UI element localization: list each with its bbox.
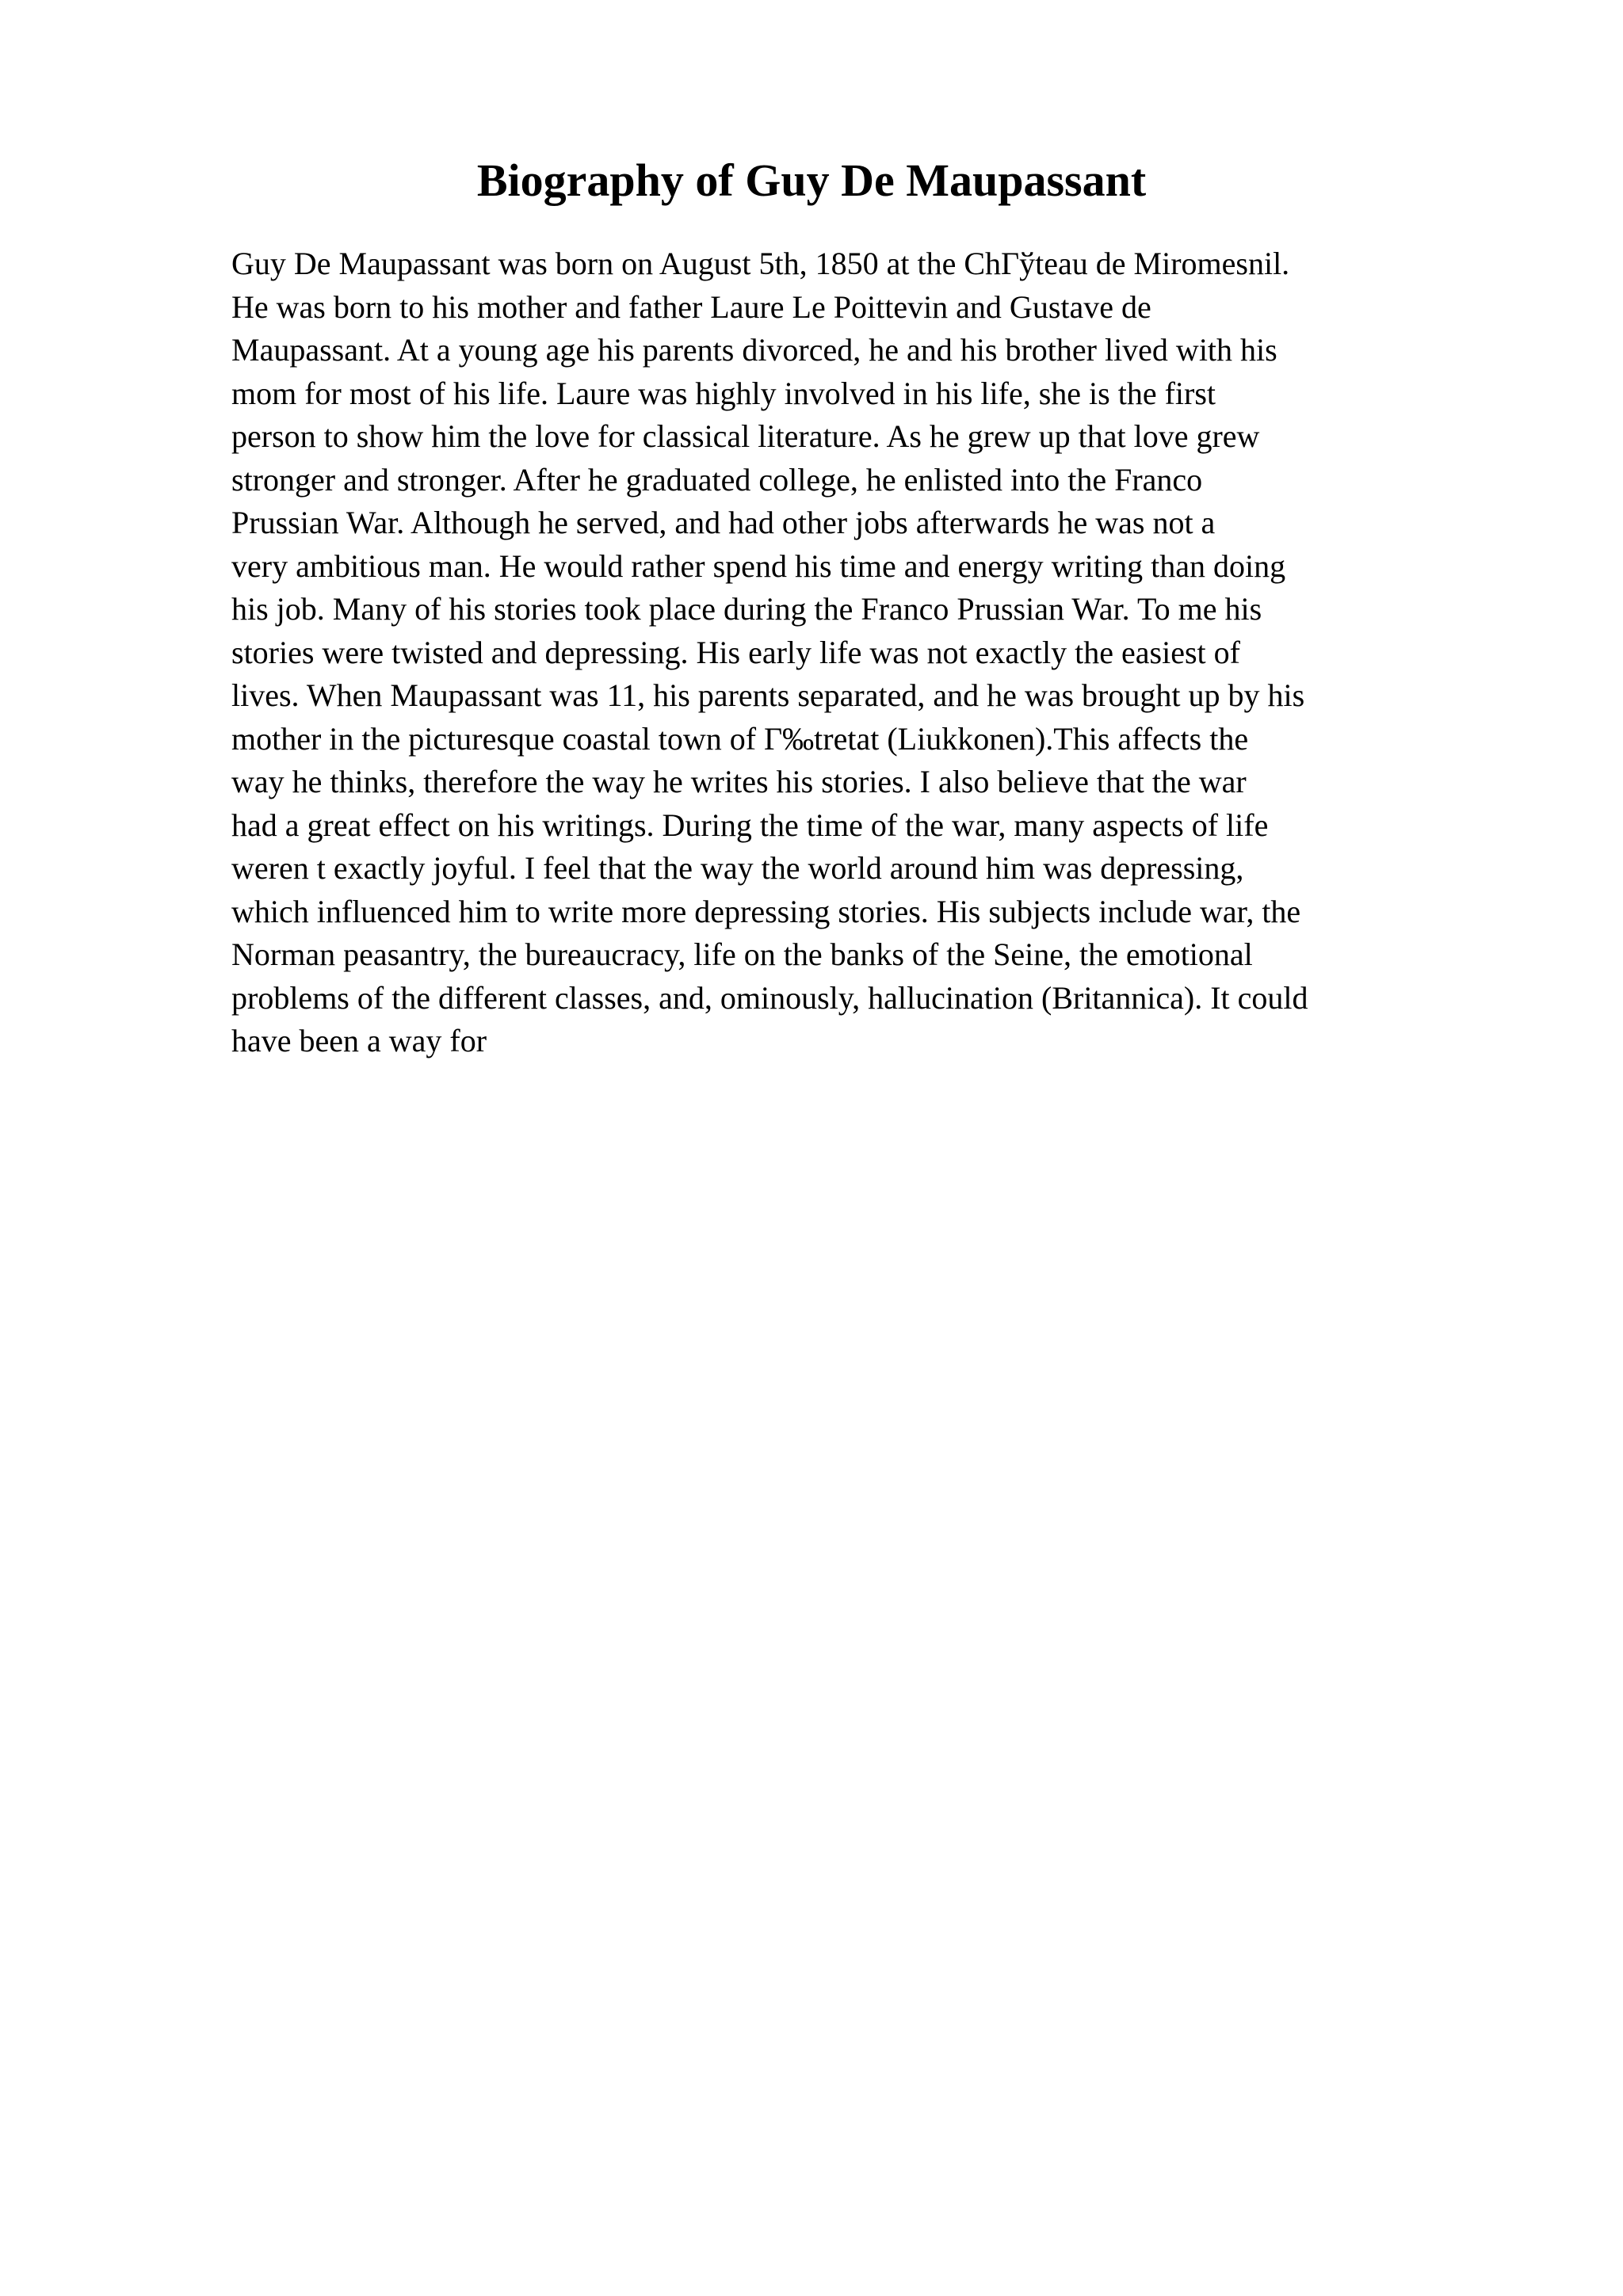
body-line: very ambitious man. He would rather spend his time and energy writing than doing: [231, 547, 1286, 584]
body-line: weren t exactly joyful. I feel that the way the world around him was depressing,: [231, 850, 1244, 886]
body-line: person to show him the love for classical literature. As he grew up that love grew: [231, 418, 1260, 454]
body-line: lives. When Maupassant was 11, his parents separated, and he was brought up by his: [231, 677, 1305, 713]
body-line: problems of the different classes, and, ominously, hallucination (Britannica). It could: [231, 979, 1308, 1016]
body-line: his job. Many of his stories took place during the Franco Prussian War. To me his: [231, 591, 1262, 627]
body-line: Prussian War. Although he served, and had other jobs afterwards he was not a: [231, 505, 1216, 540]
document-body: [231, 242, 1579, 1063]
body-line: Guy De Maupassant was born on August 5th, 1850 at the ChГўteau de Miromesnil.: [231, 246, 1290, 281]
body-line: mother in the picturesque coastal town of Г‰tretat (Liukkonen).This affects the: [231, 720, 1249, 757]
body-line: stories were twisted and depressing. His early life was not exactly the easiest of: [231, 634, 1240, 670]
body-line: He was born to his mother and father Laure Le Poittevin and Gustave de: [231, 288, 1151, 325]
body-line: way he thinks, therefore the way he writes his stories. I also believe that the war: [231, 764, 1247, 799]
body-line: Maupassant. At a young age his parents divorced, he and his brother lived with his: [231, 332, 1277, 368]
body-line: which influenced him to write more depressing stories. His subjects include war, the: [231, 893, 1301, 929]
body-line: mom for most of his life. Laure was highly involved in his life, she is the first: [231, 375, 1216, 411]
body-line: stronger and stronger. After he graduated college, he enlisted into the Franco: [231, 461, 1203, 498]
body-line: Norman peasantry, the bureaucracy, life on the banks of the Seine, the emotional: [231, 936, 1253, 972]
body-line: had a great effect on his writings. During the time of the war, many aspects of life: [231, 807, 1269, 843]
body-line: have been a way for: [231, 1023, 487, 1058]
document-title: Biography of Guy De Maupassant: [476, 154, 1147, 206]
